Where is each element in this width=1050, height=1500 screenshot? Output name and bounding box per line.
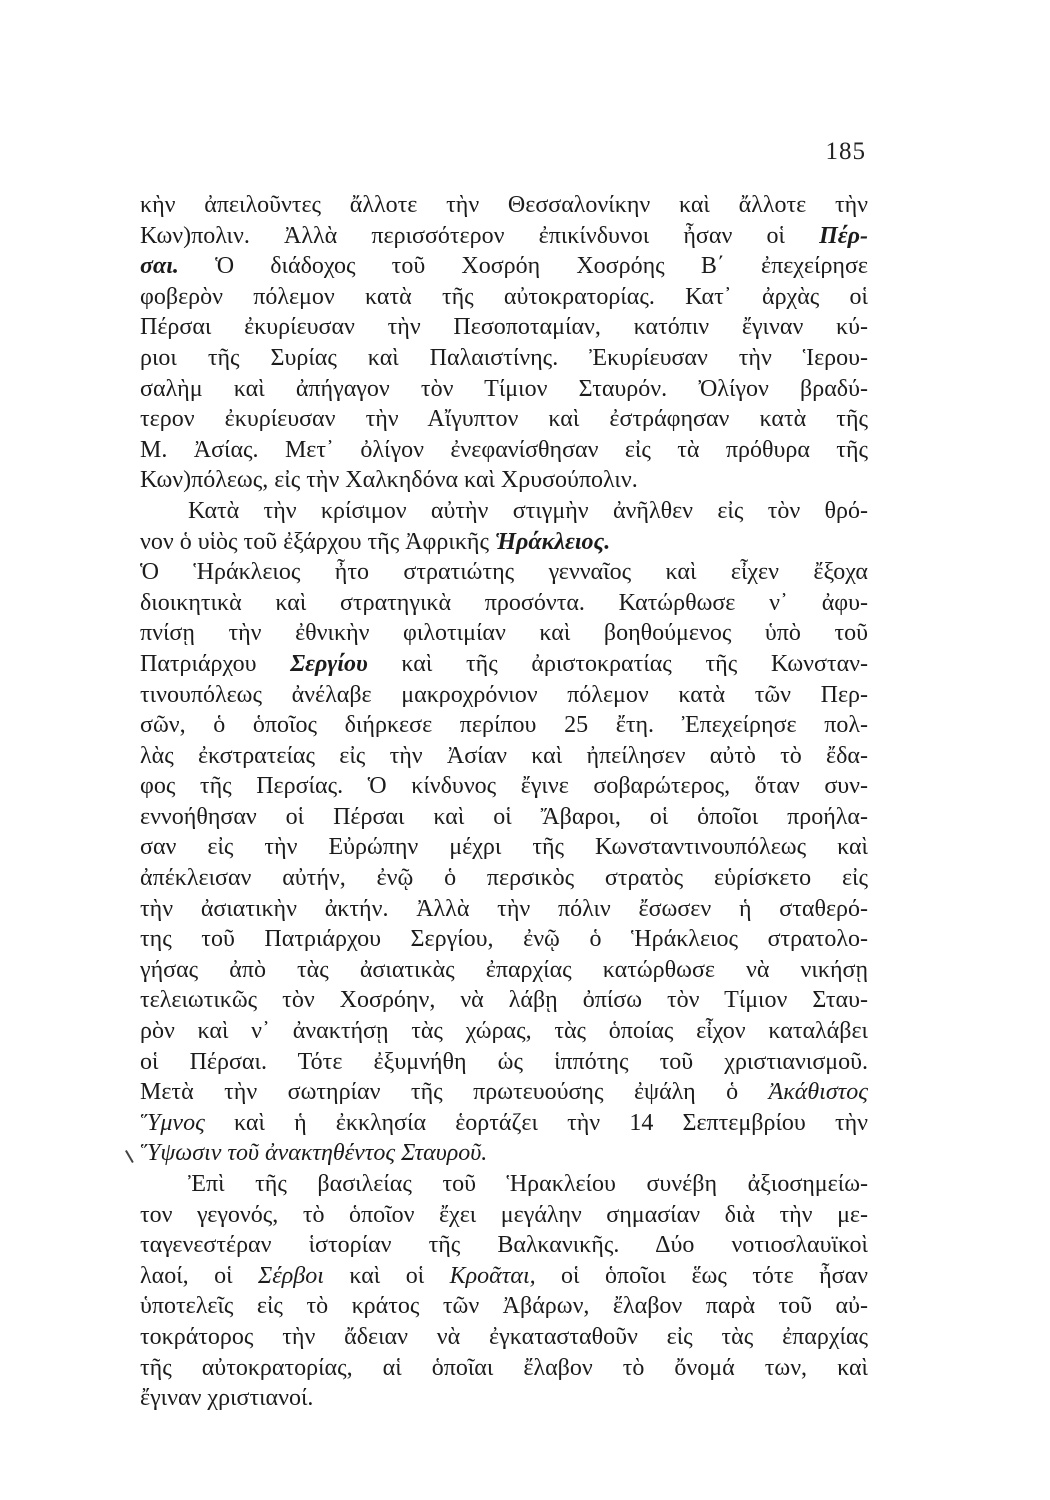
text-line [140, 251, 868, 282]
text-segment: τερον ἐκυρίευσαν τὴν Αἴγυπτον καὶ ἐστράφησαν κατὰ τῆς [140, 406, 868, 433]
text-line [140, 741, 868, 772]
text-segment: φος τῆς Περσίας. Ὁ κίνδυνος ἔγινε σοβαρώτερος, ὅταν συν- [140, 773, 868, 800]
text-segment: σαλὴμ καὶ ἀπήγαγον τὸν Τίμιον Σταυρόν. Ὀλίγον βραδύ- [140, 375, 868, 402]
body-text [140, 190, 868, 1414]
text-segment: Πέρσαι ἐκυρίευσαν τὴν Πεσοποταμίαν, κατόπιν ἔγιναν κύ- [140, 314, 868, 341]
text-segment: Μετὰ τὴν σωτηρίαν τῆς πρωτευούσης ἐψάλη ὁ [140, 1079, 769, 1106]
text-line [140, 1138, 868, 1169]
text-segment: νον ὁ υἱὸς τοῦ ἐξάρχου τῆς Ἀφρικῆς [140, 528, 495, 555]
text-line [140, 1291, 868, 1322]
text-segment: τελειωτικῶς τὸν Χοσρόην, νὰ λάβῃ ὀπίσω τὸν Τίμιον Σταυ- [140, 987, 868, 1014]
text-segment: διοικητικὰ καὶ στρατηγικὰ προσόντα. Κατώρθωσε ν᾿ ἀφυ- [140, 589, 868, 616]
text-segment: λαοί, οἱ [140, 1262, 259, 1289]
text-line [140, 894, 868, 925]
text-line [140, 924, 868, 955]
text-line [140, 1230, 868, 1261]
text-line [140, 1077, 868, 1108]
text-segment: Ὁ διάδοχος τοῦ Χοσρόη Χοσρόης Β΄ ἐπεχείρησε [178, 253, 868, 280]
text-line [140, 832, 868, 863]
text-segment: της τοῦ Πατριάρχου Σεργίου, ἐνῷ ὁ Ἡράκλειος στρατολο- [140, 926, 868, 953]
text-segment: καὶ οἱ [323, 1262, 450, 1289]
text-segment: κὴν ἀπειλοῦντες ἄλλοτε τὴν Θεσσαλονίκην καὶ ἄλλοτε τὴν [140, 192, 868, 218]
text-segment: τὴν ἀσιατικὴν ἀκτήν. Ἀλλὰ τὴν πόλιν ἔσωσεν ἡ σταθερό- [140, 895, 868, 922]
text-line [140, 435, 868, 466]
text-line [140, 496, 868, 527]
text-line [140, 527, 868, 558]
text-line [140, 343, 868, 374]
text-segment: τον γεγονός, τὸ ὁποῖον ἔχει μεγάλην σημασίαν διὰ τὴν με- [140, 1201, 868, 1228]
text-line [140, 1016, 868, 1047]
emphasis-bold: Πέρ- [819, 222, 868, 249]
text-line [140, 1200, 868, 1231]
text-segment: γήσας ἀπὸ τὰς ἀσιατικὰς ἐπαρχίας κατώρθωσε νὰ νικήσῃ [140, 956, 868, 983]
text-line [140, 1322, 868, 1353]
text-line [140, 710, 868, 741]
text-line [140, 588, 868, 619]
text-segment: οἱ Πέρσαι. Τότε ἐξυμνήθη ὡς ἱππότης τοῦ χριστιανισμοῦ. [140, 1048, 868, 1075]
margin-mark [125, 1147, 139, 1163]
text-segment: Κων)πόλεως, εἰς τὴν Χαλκηδόνα καὶ Χρυσούπολιν. [140, 467, 638, 494]
text-line [140, 374, 868, 405]
emphasis-italic: Ὕψωσιν τοῦ ἀνακτηθέντος Σταυροῦ. [140, 1140, 488, 1167]
text-segment: σῶν, ὁ ὁποῖος διήρκεσε περίπου 25 ἔτη. Ἐπεχείρησε πολ- [140, 712, 868, 739]
page-number: 185 [825, 138, 866, 165]
text-segment: φοβερὸν πόλεμον κατὰ τῆς αὐτοκρατορίας. Κατ᾿ ἀρχὰς οἱ [140, 283, 868, 310]
emphasis-italic: Κροᾶται, [449, 1262, 536, 1289]
emphasis-italic: Ἀκάθιστος [768, 1079, 868, 1106]
text-line [140, 985, 868, 1016]
text-segment: σαν εἰς τὴν Εὐρώπην μέχρι τῆς Κωνσταντινουπόλεως καὶ [140, 834, 868, 861]
text-segment: Πατριάρχου [140, 650, 291, 677]
text-line [140, 557, 868, 588]
text-segment: Μ. Ἀσίας. Μετ᾿ ὀλίγον ἐνεφανίσθησαν εἰς τὰ πρόθυρα τῆς [140, 436, 868, 463]
text-line [140, 618, 868, 649]
text-segment: Κατὰ τὴν κρίσιμον αὐτὴν στιγμὴν ἀνῆλθεν εἰς τὸν θρό- [188, 497, 868, 524]
text-segment: Ἐπὶ τῆς βασιλείας τοῦ Ἡρακλείου συνέβη ἀξιοσημείω- [188, 1171, 868, 1197]
emphasis-bold: Σεργίου [290, 650, 368, 677]
text-line [140, 802, 868, 833]
text-line [140, 680, 868, 711]
text-segment: ταγενεστέραν ἱστορίαν τῆς Βαλκανικῆς. Δύο νοτιοσλαυϊκοὶ [140, 1232, 868, 1259]
text-line [140, 312, 868, 343]
text-segment: Κων)πολιν. Ἀλλὰ περισσότερον ἐπικίνδυνοι ἦσαν οἱ [140, 222, 820, 249]
text-line [140, 404, 868, 435]
text-segment: ρὸν καὶ ν᾿ ἀνακτήσῃ τὰς χώρας, τὰς ὁποίας εἶχον καταλάβει [140, 1018, 868, 1045]
text-line [140, 1353, 868, 1384]
text-segment: οἱ ὁποῖοι ἕως τότε ἦσαν [535, 1262, 868, 1289]
text-segment: πνίσῃ τὴν ἐθνικὴν φιλοτιμίαν καὶ βοηθούμενος ὑπὸ τοῦ [140, 620, 868, 647]
text-line [140, 955, 868, 986]
text-segment: εννοήθησαν οἱ Πέρσαι καὶ οἱ Ἄβαροι, οἱ ὁποῖοι προήλα- [140, 803, 868, 830]
text-segment: ἀπέκλεισαν αὐτήν, ἐνῷ ὁ περσικὸς στρατὸς εὑρίσκετο εἰς [140, 865, 868, 892]
text-line [140, 1261, 868, 1292]
text-line [140, 282, 868, 313]
text-segment: τῆς αὐτοκρατορίας, αἱ ὁποῖαι ἔλαβον τὸ ὄνομά των, καὶ [140, 1354, 868, 1381]
text-line [140, 649, 868, 680]
text-line [140, 863, 868, 894]
text-segment: ριοι τῆς Συρίας καὶ Παλαιστίνης. Ἐκυρίευσαν τὴν Ἱερου- [140, 344, 868, 371]
text-line [140, 465, 868, 496]
text-segment: λὰς ἐκστρατείας εἰς τὴν Ἀσίαν καὶ ἠπείλησεν αὐτὸ τὸ ἔδα- [140, 742, 868, 769]
text-line [140, 221, 868, 252]
text-segment: καὶ ἡ ἐκκλησία ἑορτάζει τὴν 14 Σεπτεμβρίου τὴν [204, 1109, 868, 1136]
text-line [140, 1108, 868, 1139]
text-segment: τινουπόλεως ἀνέλαβε μακροχρόνιον πόλεμον κατὰ τῶν Περ- [140, 681, 868, 708]
emphasis-italic: Ὕμνος [140, 1109, 205, 1136]
text-line [140, 1383, 868, 1414]
text-segment: ἔγιναν χριστιανοί. [140, 1385, 314, 1412]
emphasis-bold: σαι. [140, 253, 179, 280]
text-line [140, 1047, 868, 1078]
text-line [140, 771, 868, 802]
text-segment: τοκράτορος τὴν ἄδειαν νὰ ἐγκατασταθοῦν εἰς τὰς ἐπαρχίας [140, 1323, 868, 1350]
text-segment: Ὁ Ἡράκλειος ἦτο στρατιώτης γενναῖος καὶ εἶχεν ἔξοχα [140, 559, 868, 586]
text-segment: ὑποτελεῖς εἰς τὸ κράτος τῶν Ἀβάρων, ἔλαβον παρὰ τοῦ αὐ- [140, 1293, 868, 1320]
emphasis-bold: Ἡράκλειος. [494, 528, 611, 555]
text-line [140, 190, 868, 221]
emphasis-italic: Σέρβοι [258, 1262, 324, 1289]
text-line [140, 1169, 868, 1200]
text-segment: καὶ τῆς ἀριστοκρατίας τῆς Κωνσταν- [367, 650, 868, 677]
